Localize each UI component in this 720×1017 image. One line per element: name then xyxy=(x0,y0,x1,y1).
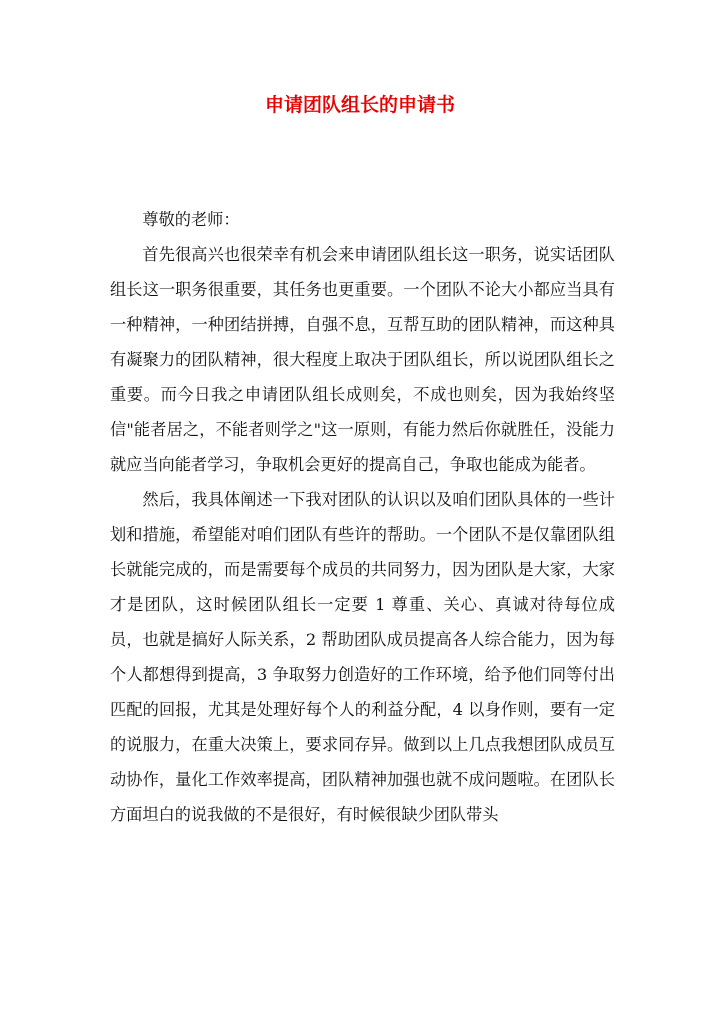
paragraph-1: 首先很高兴也很荣幸有机会来申请团队组长这一职务，说实话团队组长这一职务很重要，其任务也更重要。一个团队不论大小都应当具有一种精神，一种团结拼搏，自强不息，互帮互助的团队精神，而这种具有凝聚力的团队精神，很大程度上取决于团队组长，所以说团队组长之重要。而今日我之申请团队组长成则矣，不成也则矣，因为我始终坚信"能者居之，不能者则学之"这一原则，有能力然后你就胜任，没能力就应当向能者学习，争取机会更好的提高自己，争取也能成为能者。 xyxy=(110,245,615,474)
document-title: 申请团队组长的申请书 xyxy=(264,94,455,116)
document-body xyxy=(110,202,615,832)
salutation: 尊敬的老师： xyxy=(142,210,240,229)
paragraph-2: 然后，我具体阐述一下我对团队的认识以及咱们团队具体的一些计划和措施，希望能对咱们团队有些许的帮助。一个团队不是仅靠团队组长就能完成的，而是需要每个成员的共同努力，因为团队是大家，大家才是团队，这时候团队组长一定要 1 尊重、关心、真诚对待每位成员，也就是搞好人际关系，2 帮助团队成员提高各人综合能力，因为每个人都想得到提高，3 争取努力创造好的工作环境，给予他们同等付出匹配的回报，尤其是处理好每个人的利益分配，4 以身作则，要有一定的说服力，在重大决策上，要求同存异。做到以上几点我想团队成员互动协作，量化工作效率提高，团队精神加强也就不成问题啦。在团队长方面坦白的说我做的不是很好，有时候很缺少团队带头 xyxy=(110,490,615,824)
